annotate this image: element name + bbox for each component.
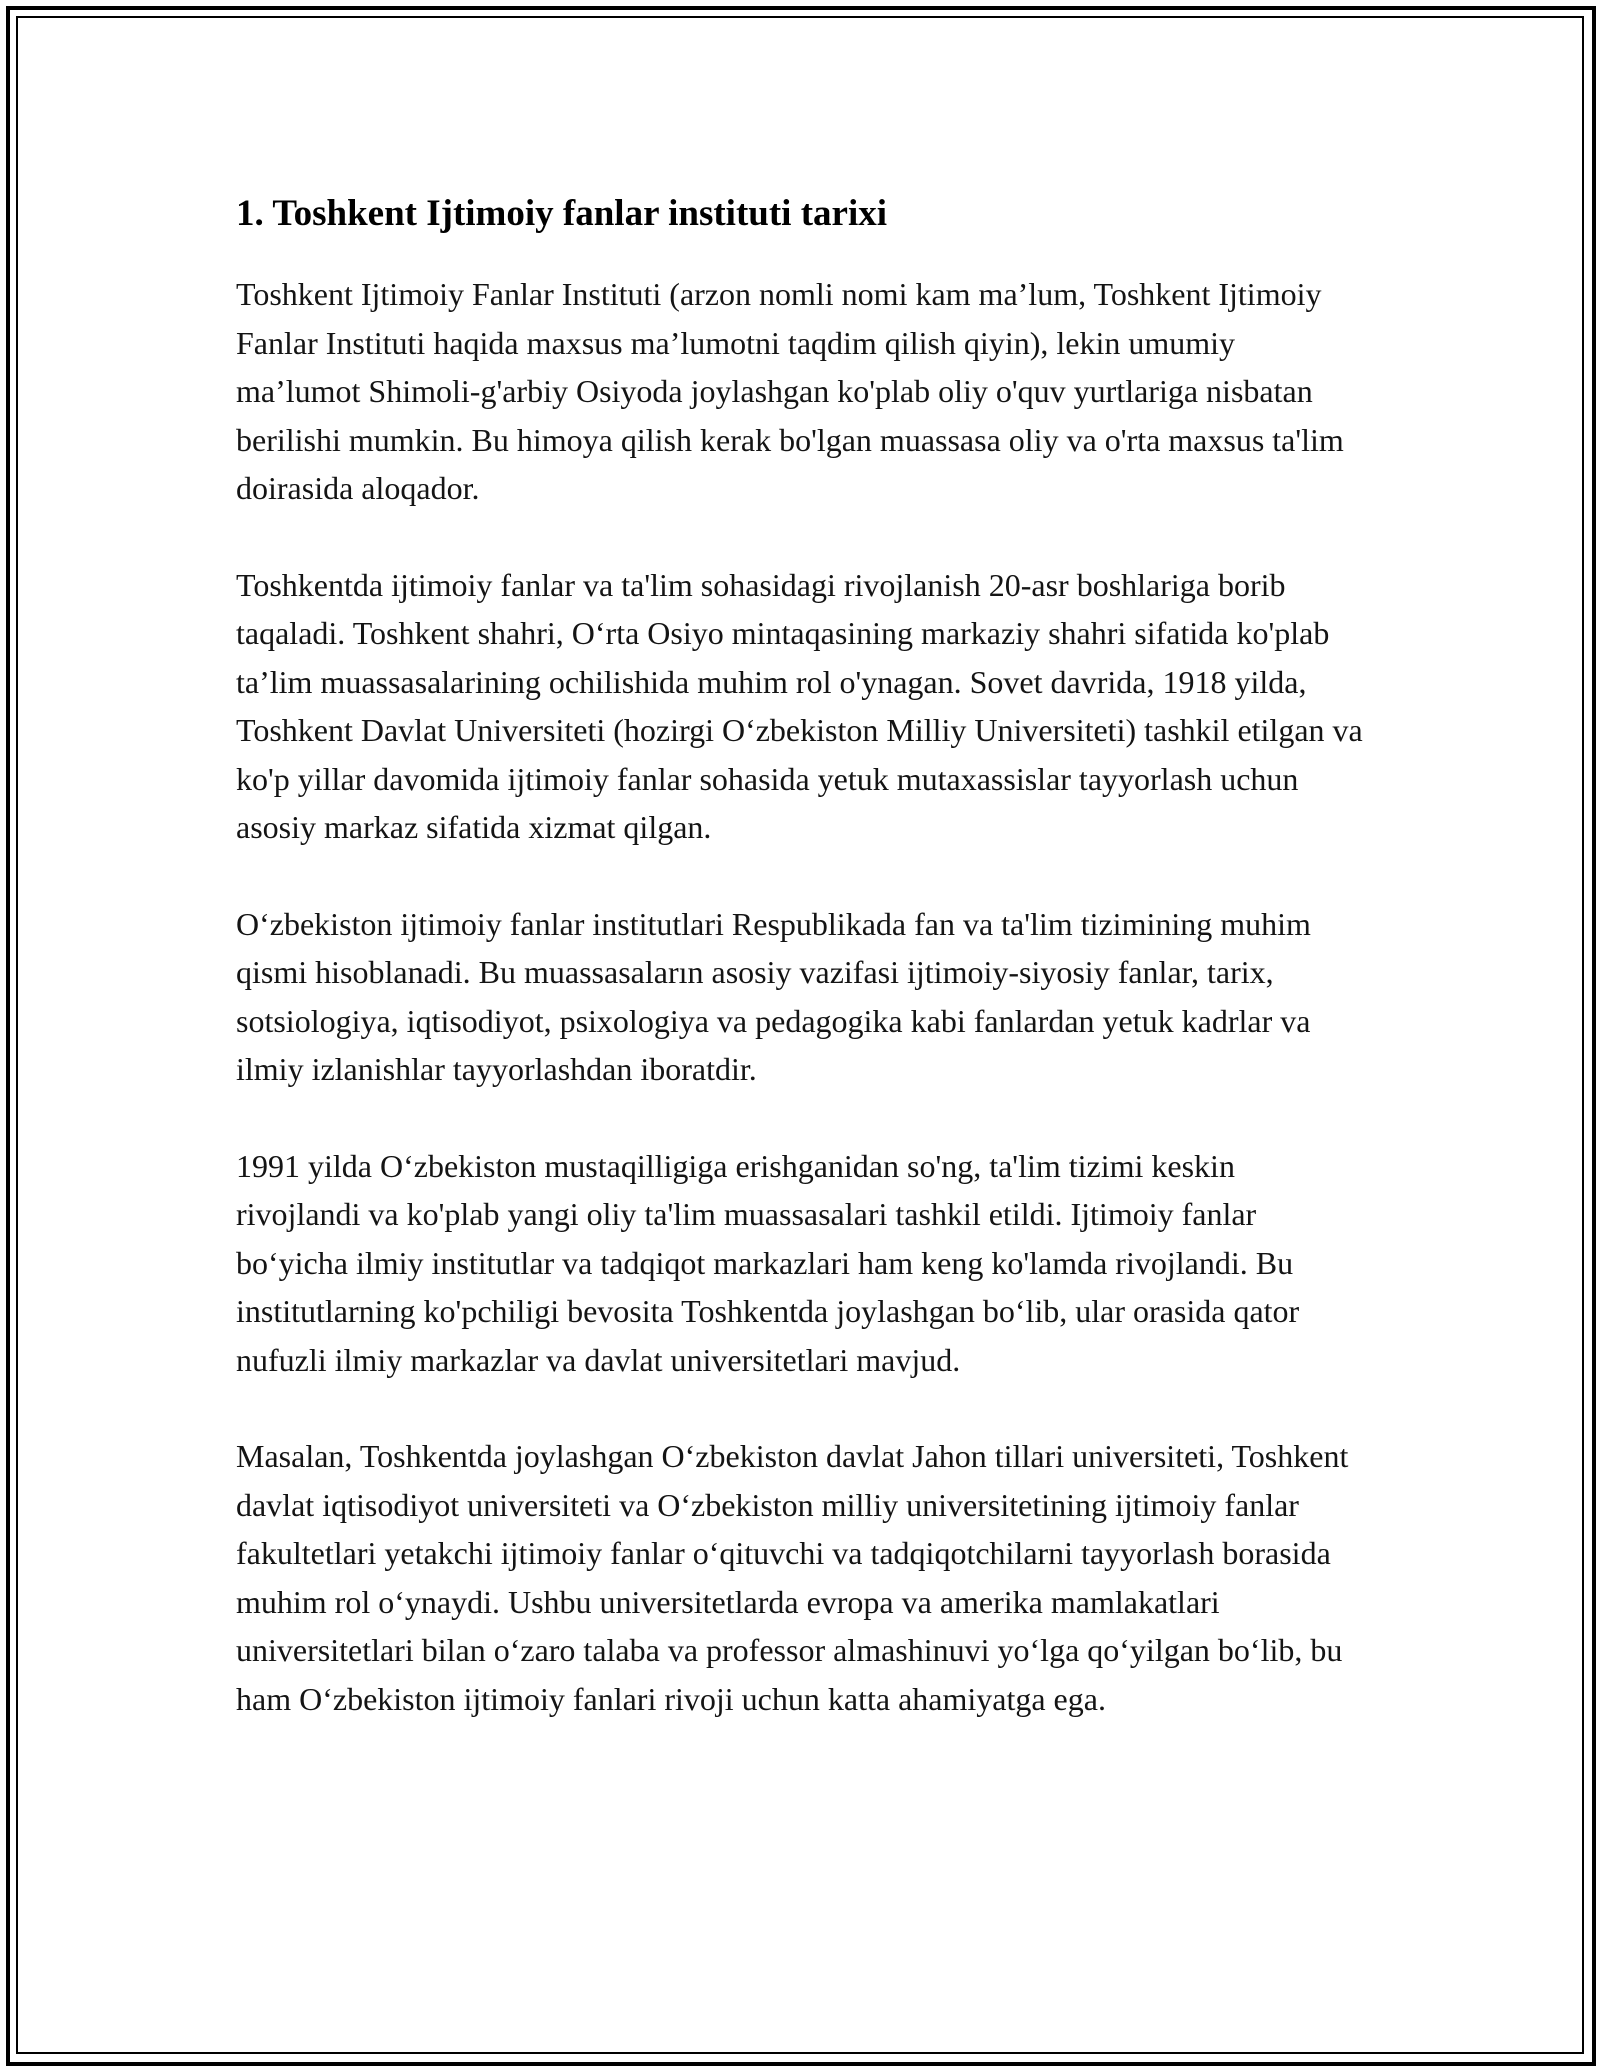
paragraph-1: Toshkent Ijtimoiy Fanlar Instituti (arzon nomli nomi kam ma’lum, Toshkent Ijtimoiy Fanlar Instituti haqida maxsus ma’lumotni taqdim qilish qiyin), lekin umumiy ma’lumot Shimoli-g'arbiy Osiyoda joylashgan ko'plab oliy o'quv yurtlariga nisbatan berilishi mumkin. Bu himoya qilish kerak bo'lgan muassasa oliy va o'rta maxsus ta'lim doirasida aloqador. bbox=[236, 276, 1344, 506]
document-body bbox=[236, 188, 1366, 1771]
paragraph-5: Masalan, Toshkentda joylashgan O‘zbekiston davlat Jahon tillari universiteti, Toshkent davlat iqtisodiyot universiteti va O‘zbekiston milliy universitetining ijtimoiy fanlar fakultetlari yetakchi ijtimoiy fanlar o‘qituvchi va tadqiqotchilarni tayyorlash borasida muhim rol o‘ynaydi. Ushbu universitetlarda evropa va amerika mamlakatlari universitetlari bilan o‘zaro talaba va professor almashinuvi yo‘lga qo‘yilgan bo‘lib, bu ham O‘zbekiston ijtimoiy fanlari rivoji uchun katta ahamiyatga ega. bbox=[236, 1438, 1349, 1717]
paragraph-3: O‘zbekiston ijtimoiy fanlar institutlari Respublikada fan va ta'lim tizimining muhim qismi hisoblanadi. Bu muassasaların asosiy vazifasi ijtimoiy-siyosiy fanlar, tarix, sotsiologiya, iqtisodiyot, psixologiya va pedagogika kabi fanlardan yetuk kadrlar va ilmiy izlanishlar tayyorlashdan iboratdir. bbox=[236, 905, 1311, 1087]
paragraph-2: Toshkentda ijtimoiy fanlar va ta'lim sohasidagi rivojlanish 20-asr boshlariga borib taqaladi. Toshkent shahri, O‘rta Osiyo mintaqasining markaziy shahri sifatida ko'plab ta’lim muassasalarining ochilishida muhim rol o'ynagan. Sovet davrida, 1918 yilda, Toshkent Davlat Universiteti (hozirgi O‘zbekiston Milliy Universiteti) tashkil etilgan va ko'p yillar davomida ijtimoiy fanlar sohasida yetuk mutaxassislar tayyorlash uchun asosiy markaz sifatida xizmat qilgan. bbox=[236, 566, 1363, 845]
section-title: 1. Toshkent Ijtimoiy fanlar instituti tarixi bbox=[236, 193, 888, 234]
paragraph-4: 1991 yilda O‘zbekiston mustaqilligiga erishganidan so'ng, ta'lim tizimi keskin rivojlandi va ko'plab yangi oliy ta'lim muassasalari tashkil etildi. Ijtimoiy fanlar bo‘yicha ilmiy institutlar va tadqiqot markazlari ham keng ko'lamda rivojlandi. Bu institutlarning ko'pchiligi bevosita Toshkentda joylashgan bo‘lib, ular orasida qator nufuzli ilmiy markazlar va davlat universitetlari mavjud. bbox=[236, 1147, 1300, 1378]
